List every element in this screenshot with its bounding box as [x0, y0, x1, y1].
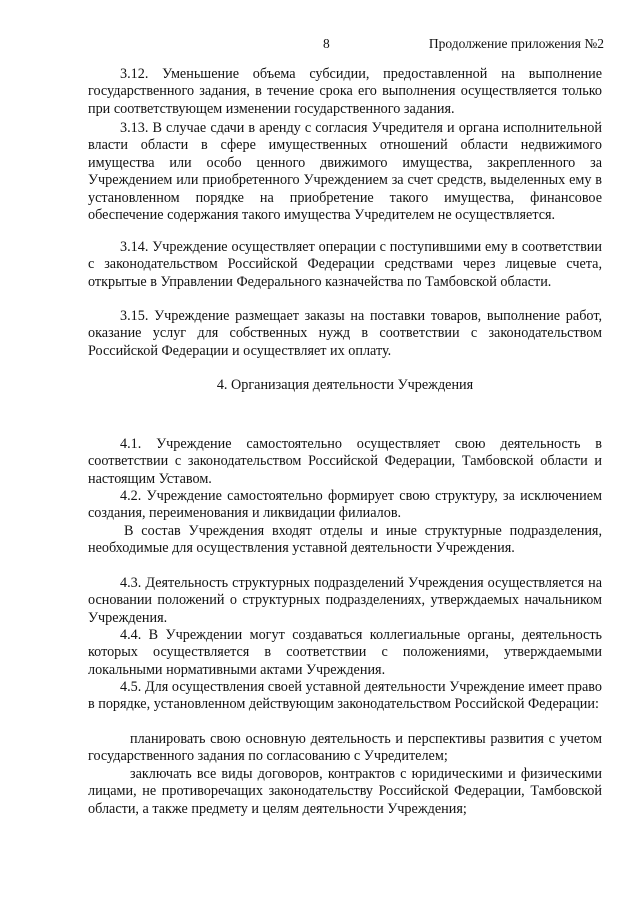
paragraph-4-5: 4.5. Для осуществления своей уставной деятельности Учреждение имеет право в порядке, установленном действующим законодательством Российской Федерации:: [88, 679, 602, 713]
page-number: 8: [323, 36, 330, 51]
paragraph-4-5-contracts: заключать все виды договоров, контрактов с юридическими и физическими лицами, не противоречащих законодательству Российской Федерации, Тамбовской области, а также предмету и целям деятельности Учреждения;: [88, 766, 602, 817]
paragraph-3-14: 3.14. Учреждение осуществляет операции с поступившими ему в соответствии с законодательством Российской Федерации средствами через лицевые счета, открытые в Управлении Федерального казначейства по Тамбовской области.: [88, 239, 602, 290]
paragraph-3-15: 3.15. Учреждение размещает заказы на поставки товаров, выполнение работ, оказание услуг для собственных нужд в соответствии с законодательством Российской Федерации и осуществляет их оплату.: [88, 308, 602, 359]
paragraph-4-1: 4.1. Учреждение самостоятельно осуществляет свою деятельность в соответствии с законодательством Российской Федерации, Тамбовской области и настоящим Уставом.: [88, 436, 602, 487]
page-header: [0, 36, 640, 54]
paragraph-3-12: 3.12. Уменьшение объема субсидии, предоставленной на выполнение государственного задания, в течение срока его выполнения осуществляется только при соответствующем изменении государственного задания.: [88, 66, 602, 117]
appendix-continuation-label: Продолжение приложения №2: [428, 36, 604, 51]
section-4-heading: 4. Организация деятельности Учреждения: [216, 377, 474, 393]
paragraph-4-2: 4.2. Учреждение самостоятельно формирует свою структуру, за исключением создания, переименования и ликвидации филиалов.: [88, 488, 602, 522]
paragraph-3-13: 3.13. В случае сдачи в аренду с согласия Учредителя и органа исполнительной власти области в сфере имущественных отношений области недвижимого имущества или особо ценного движимого имущества, закрепленного за Учреждением или приобретенного Учреждением за счет средств, выделенных ему в установленном порядке на приобретение такого имущества, финансовое обеспечение содержания такого имущества Учредителем не осуществляется.: [88, 120, 602, 224]
paragraph-4-3: 4.3. Деятельность структурных подразделений Учреждения осуществляется на основании положений о структурных подразделениях, утверждаемых начальником Учреждения.: [88, 575, 602, 626]
paragraph-4-5-planning: планировать свою основную деятельность и перспективы развития с учетом государственного задания по согласованию с Учредителем;: [88, 731, 602, 765]
paragraph-4-4: 4.4. В Учреждении могут создаваться коллегиальные органы, деятельность которых осуществляется в соответствии с положениями, утверждаемыми локальными нормативными актами Учреждения.: [88, 627, 602, 678]
paragraph-4-2-structure: В состав Учреждения входят отделы и иные структурные подразделения, необходимые для осуществления уставной деятельности Учреждения.: [88, 523, 602, 557]
